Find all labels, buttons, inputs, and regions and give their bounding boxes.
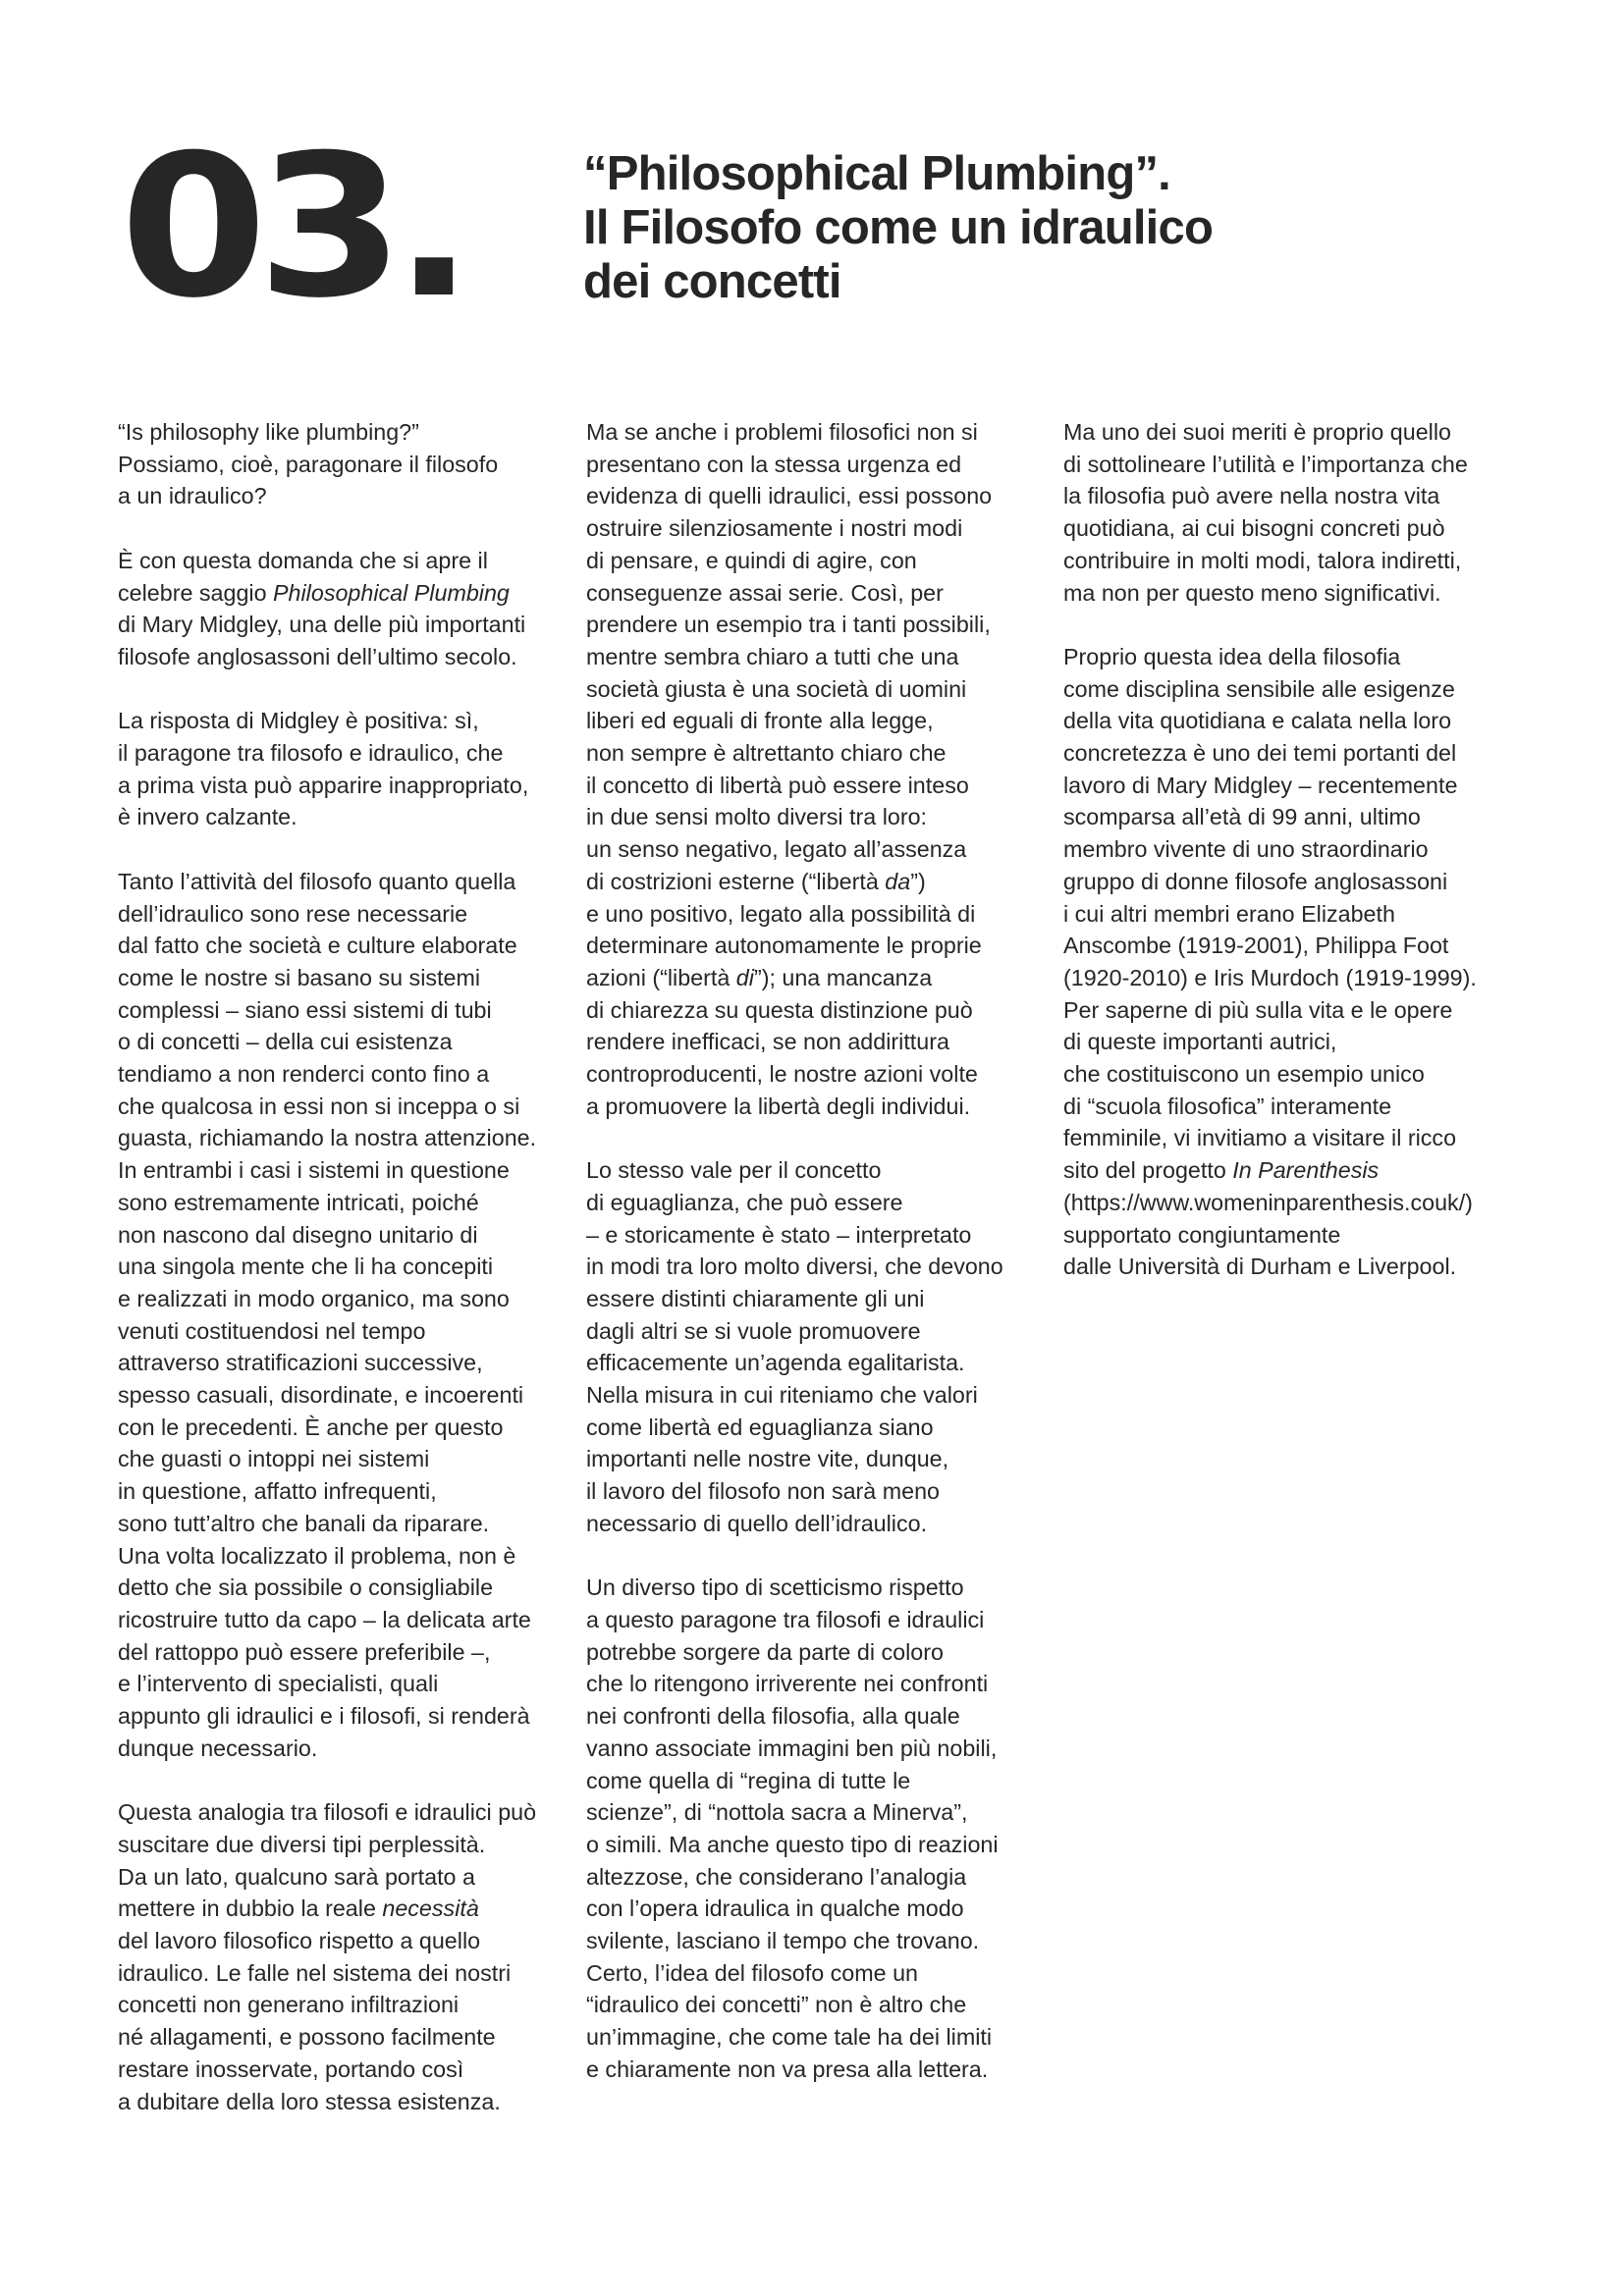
text-line: che qualcosa in essi non si inceppa o si — [118, 1093, 520, 1119]
text-line: tendiamo a non renderci conto fino a — [118, 1061, 490, 1088]
text-line: sono estremamente intricati, poiché — [118, 1189, 479, 1215]
text-line: Un diverso tipo di scetticismo rispetto — [586, 1575, 964, 1601]
text-line: filosofe anglosassoni dell’ultimo secolo. — [118, 643, 517, 669]
text-line: Ma uno dei suoi meriti è proprio quello — [1063, 419, 1451, 445]
text-segment: sito del progetto — [1063, 1157, 1233, 1184]
text-line: quotidiana, ai cui bisogni concreti può — [1063, 515, 1445, 542]
text-line: né allagamenti, e possono facilmente — [118, 2024, 496, 2051]
text-line: Ma se anche i problemi filosofici non si — [586, 419, 978, 445]
text-line: è invero calzante. — [118, 804, 298, 830]
text-line: il concetto di libertà può essere inteso — [586, 772, 969, 798]
text-line: efficacemente un’agenda egalitarista. — [586, 1350, 965, 1376]
text-line: che costituiscono un esempio unico — [1063, 1061, 1425, 1088]
text-line: un’immagine, che come tale ha dei limiti — [586, 2024, 993, 2051]
text-line: in due sensi molto diversi tra loro: — [586, 804, 928, 830]
text-line: non nascono dal disegno unitario di — [118, 1221, 478, 1248]
text-line: e uno positivo, legato alla possibilità di — [586, 900, 976, 927]
text-line: a prima vista può apparire inappropriato, — [118, 772, 529, 798]
text-line: attraverso stratificazioni successive, — [118, 1350, 483, 1376]
text-line: scienze”, di “nottola sacra a Minerva”, — [586, 1799, 968, 1826]
text-line: un senso negativo, legato all’assenza — [586, 836, 967, 863]
text-line: ma non per questo meno significativi. — [1063, 579, 1441, 606]
text-line: liberi ed eguali di fronte alla legge, — [586, 708, 934, 734]
text-line: a promuovere la libertà degli individui. — [586, 1093, 971, 1119]
text-line: In entrambi i casi i sistemi in questione — [118, 1157, 510, 1184]
text-line: dalle Università di Durham e Liverpool. — [1063, 1254, 1457, 1280]
text-line: (https://www.womeninparenthesis.couk/) — [1063, 1189, 1473, 1215]
text-line: e realizzati in modo organico, ma sono — [118, 1285, 510, 1311]
text-line: dunque necessario. — [118, 1735, 318, 1761]
text-line: Tanto l’attività del filosofo quanto quella — [118, 868, 516, 894]
text-line: il lavoro del filosofo non sarà meno — [586, 1478, 941, 1505]
text-line: venuti costituendosi nel tempo — [118, 1317, 426, 1344]
text-line: importanti nelle nostre vite, dunque, — [586, 1446, 949, 1472]
text-line: Una volta localizzato il problema, non è — [118, 1542, 516, 1569]
text-line: di eguaglianza, che può essere — [586, 1189, 903, 1215]
text-line: scomparsa all’età di 99 anni, ultimo — [1063, 804, 1421, 830]
italic-text: In Parenthesis — [1232, 1157, 1380, 1184]
text-line: di “scuola filosofica” interamente — [1063, 1093, 1392, 1119]
text-line: suscitare due diversi tipi perplessità. — [118, 1831, 486, 1857]
text-line: il paragone tra filosofo e idraulico, che — [118, 740, 504, 766]
text-line: idraulico. Le falle nel sistema dei nostri — [118, 1959, 512, 1986]
text-line: contribuire in molti modi, talora indiretti, — [1063, 547, 1462, 573]
text-line: di queste importanti autrici, — [1063, 1029, 1337, 1055]
text-line: essere distinti chiaramente gli uni — [586, 1285, 925, 1311]
text-line: “Is philosophy like plumbing?” — [118, 419, 419, 445]
text-line: guasta, richiamando la nostra attenzione. — [118, 1125, 537, 1151]
text-line: membro vivente di uno straordinario — [1063, 836, 1429, 863]
text-line: come libertà ed eguaglianza siano — [586, 1414, 934, 1440]
text-line — [118, 577, 579, 610]
text-line: appunto gli idraulici e i filosofi, si renderà — [118, 1703, 530, 1730]
italic-text: di — [735, 964, 754, 990]
paragraph — [1063, 416, 1525, 609]
text-line: spesso casuali, disordinate, e incoerenti — [118, 1382, 524, 1409]
text-line: È con questa domanda che si apre il — [118, 547, 488, 573]
text-line: detto che sia possibile o consigliabile — [118, 1575, 494, 1601]
text-line: concetti non generano infiltrazioni — [118, 1992, 460, 2018]
text-line: che lo ritengono irriverente nei confronti — [586, 1671, 989, 1697]
text-column-3 — [1063, 416, 1525, 1315]
text-line: a questo paragone tra filosofi e idraulici — [586, 1606, 985, 1632]
text-line: Lo stesso vale per il concetto — [586, 1157, 882, 1184]
text-line: nei confronti della filosofia, alla quale — [586, 1703, 960, 1730]
text-line: come quella di “regina di tutte le — [586, 1767, 911, 1793]
italic-text: necessità — [382, 1896, 479, 1922]
text-line: mentre sembra chiaro a tutti che una — [586, 643, 959, 669]
text-line: con le precedenti. È anche per questo — [118, 1414, 504, 1440]
text-line: e l’intervento di specialisti, quali — [118, 1671, 439, 1697]
text-line: Nella misura in cui riteniamo che valori — [586, 1382, 978, 1409]
text-line: o di concetti – della cui esistenza — [118, 1029, 453, 1055]
text-line: di pensare, e quindi di agire, con — [586, 547, 917, 573]
paragraph — [586, 1154, 1048, 1539]
text-line: del rattoppo può essere preferibile –, — [118, 1638, 491, 1665]
text-line: supportato congiuntamente — [1063, 1221, 1341, 1248]
text-line: società giusta è una società di uomini — [586, 675, 967, 702]
text-line: di sottolineare l’utilità e l’importanza che — [1063, 451, 1468, 477]
text-segment: mettere in dubbio la reale — [118, 1896, 383, 1922]
text-line: potrebbe sorgere da parte di coloro — [586, 1638, 944, 1665]
text-line: evidenza di quelli idraulici, essi possono — [586, 483, 993, 509]
text-line: Proprio questa idea della filosofia — [1063, 643, 1401, 669]
text-line: a dubitare della loro stessa esistenza. — [118, 2088, 501, 2114]
text-line: altezzose, che considerano l’analogia — [586, 1863, 967, 1890]
text-line: sono tutt’altro che banali da riparare. — [118, 1510, 490, 1536]
italic-text: Philosophical Plumbing — [273, 579, 510, 606]
title-line: “Philosophical Plumbing”. — [583, 147, 1170, 200]
text-line: (1920-2010) e Iris Murdoch (1919-1999). — [1063, 964, 1477, 990]
text-line: gruppo di donne filosofe anglosassoni — [1063, 868, 1448, 894]
text-segment: ”); una mancanza — [753, 964, 933, 990]
text-line — [586, 962, 1048, 994]
text-line: la filosofia può avere nella nostra vita — [1063, 483, 1440, 509]
text-line: o simili. Ma anche questo tipo di reazioni — [586, 1831, 999, 1857]
article-title — [583, 147, 1290, 309]
text-line: lavoro di Mary Midgley – recentemente — [1063, 772, 1458, 798]
text-line: di chiarezza su questa distinzione può — [586, 996, 973, 1023]
text-line: del lavoro filosofico rispetto a quello — [118, 1927, 481, 1953]
text-line: Questa analogia tra filosofi e idraulici può — [118, 1799, 537, 1826]
text-line — [1063, 1154, 1525, 1187]
text-line: e chiaramente non va presa alla lettera. — [586, 2056, 989, 2082]
text-line: di Mary Midgley, una delle più importanti — [118, 612, 526, 638]
text-line: determinare autonomamente le proprie — [586, 933, 982, 959]
text-segment: azioni (“libertà — [586, 964, 736, 990]
text-line: prendere un esempio tra i tanti possibili, — [586, 612, 991, 638]
paragraph — [118, 416, 579, 512]
text-line: conseguenze assai serie. Così, per — [586, 579, 944, 606]
text-line: Per saperne di più sulla vita e le opere — [1063, 996, 1453, 1023]
paragraph — [118, 1796, 579, 2117]
text-line: i cui altri membri erano Elizabeth — [1063, 900, 1395, 927]
text-line: con l’opera idraulica in qualche modo — [586, 1896, 964, 1922]
text-line: restare inosservate, portando così — [118, 2056, 464, 2082]
text-line: ostruire silenziosamente i nostri modi — [586, 515, 963, 542]
text-line: concretezza è uno dei temi portanti del — [1063, 740, 1457, 767]
paragraph — [118, 705, 579, 833]
paragraph — [586, 1572, 1048, 2085]
text-line: complessi – siano essi sistemi di tubi — [118, 996, 492, 1023]
text-line: “idraulico dei concetti” non è altro che — [586, 1992, 967, 2018]
text-line: presentano con la stessa urgenza ed — [586, 451, 962, 477]
text-line: ricostruire tutto da capo – la delicata arte — [118, 1606, 531, 1632]
text-line — [118, 1893, 579, 1925]
paragraph — [118, 545, 579, 673]
text-line: Da un lato, qualcuno sarà portato a — [118, 1863, 475, 1890]
title-line: dei concetti — [583, 255, 841, 308]
text-line: rendere inefficaci, se non addirittura — [586, 1029, 949, 1055]
text-line: La risposta di Midgley è positiva: sì, — [118, 708, 479, 734]
text-line: a un idraulico? — [118, 483, 267, 509]
text-line: necessario di quello dell’idraulico. — [586, 1510, 928, 1536]
text-line: svilente, lasciano il tempo che trovano. — [586, 1928, 980, 1954]
text-column-1 — [118, 416, 579, 2150]
text-column-2 — [586, 416, 1048, 2117]
chapter-number: 03. — [120, 113, 464, 342]
text-line: in modi tra loro molto diversi, che devono — [586, 1254, 1003, 1280]
text-segment: celebre saggio — [118, 579, 274, 606]
text-line: non sempre è altrettanto chiaro che — [586, 740, 947, 767]
text-line: – e storicamente è stato – interpretato — [586, 1221, 972, 1248]
text-line: dell’idraulico sono rese necessarie — [118, 900, 468, 927]
text-line: che guasti o intoppi nei sistemi — [118, 1446, 430, 1472]
text-segment: di costrizioni esterne (“libertà — [586, 868, 886, 894]
paragraph — [1063, 641, 1525, 1283]
text-line: in questione, affatto infrequenti, — [118, 1478, 437, 1505]
text-line: controproducenti, le nostre azioni volte — [586, 1061, 978, 1088]
text-line: vanno associate immagini ben più nobili, — [586, 1735, 998, 1761]
text-line: come disciplina sensibile alle esigenze — [1063, 675, 1455, 702]
text-line: Anscombe (1919-2001), Philippa Foot — [1063, 933, 1449, 959]
text-line: una singola mente che li ha concepiti — [118, 1254, 494, 1280]
text-line: della vita quotidiana e calata nella loro — [1063, 708, 1452, 734]
italic-text: da — [885, 868, 911, 894]
text-line — [586, 866, 1048, 898]
text-line: dal fatto che società e culture elaborate — [118, 933, 517, 959]
text-line: femminile, vi invitiamo a visitare il ricco — [1063, 1125, 1457, 1151]
text-line: come le nostre si basano su sistemi — [118, 964, 481, 990]
text-line: Possiamo, cioè, paragonare il filosofo — [118, 451, 499, 477]
text-line: Certo, l’idea del filosofo come un — [586, 1959, 918, 1986]
paragraph — [586, 416, 1048, 1122]
text-line: dagli altri se si vuole promuovere — [586, 1317, 921, 1344]
title-line: Il Filosofo come un idraulico — [583, 201, 1214, 254]
paragraph — [118, 866, 579, 1765]
text-segment: ”) — [910, 868, 926, 894]
